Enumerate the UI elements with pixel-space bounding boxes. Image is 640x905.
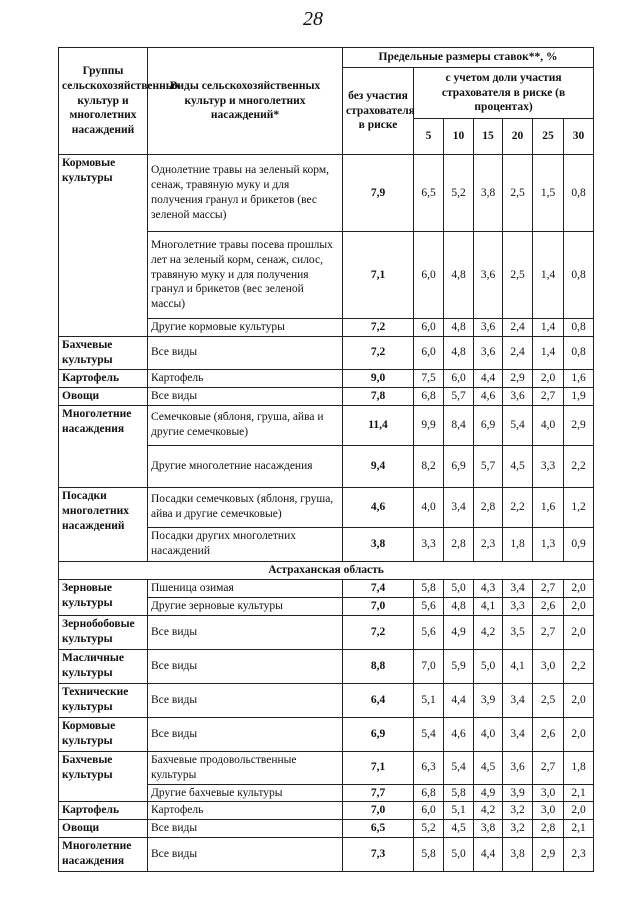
base-rate-cell: 7,2 <box>343 319 414 337</box>
rate-cell: 5,7 <box>474 445 503 487</box>
rate-cell: 3,6 <box>474 232 503 319</box>
rate-cell: 4,0 <box>474 717 503 751</box>
crop-type-cell: Бахчевые продовольственные культуры <box>148 751 343 784</box>
rate-cell: 2,6 <box>533 597 564 615</box>
rate-cell: 3,5 <box>503 615 533 649</box>
rate-cell: 1,3 <box>533 527 564 561</box>
base-rate-cell: 8,8 <box>343 649 414 683</box>
rate-cell: 3,6 <box>503 387 533 405</box>
rate-cell: 2,9 <box>533 838 564 872</box>
rate-cell: 2,7 <box>533 615 564 649</box>
group-cell: Зерновые культуры <box>59 579 148 615</box>
table-row <box>59 751 594 784</box>
rate-cell: 6,0 <box>414 336 444 369</box>
group-cell: Кормовые культуры <box>59 717 148 751</box>
rate-cell: 4,5 <box>444 820 474 838</box>
rate-cell: 4,0 <box>414 487 444 527</box>
crop-type-cell: Все виды <box>148 336 343 369</box>
rate-cell: 3,9 <box>503 784 533 802</box>
rate-cell: 4,5 <box>503 445 533 487</box>
crop-type-cell: Все виды <box>148 387 343 405</box>
rate-cell: 0,8 <box>564 336 594 369</box>
header-types: Виды сельскохозяйственных культур и многолетних насаждений* <box>148 48 343 155</box>
rate-cell: 5,9 <box>444 649 474 683</box>
rate-cell: 2,0 <box>564 683 594 717</box>
rate-cell: 6,0 <box>444 369 474 387</box>
rate-cell: 0,8 <box>564 155 594 232</box>
rate-cell: 5,2 <box>414 820 444 838</box>
rate-cell: 4,2 <box>474 802 503 820</box>
base-rate-cell: 3,8 <box>343 527 414 561</box>
rate-cell: 6,0 <box>414 319 444 337</box>
rate-cell: 7,0 <box>414 649 444 683</box>
rate-cell: 1,9 <box>564 387 594 405</box>
crop-type-cell: Посадки семечковых (яблоня, груша, айва и другие семечковые) <box>148 487 343 527</box>
base-rate-cell: 6,4 <box>343 683 414 717</box>
rate-cell: 5,1 <box>414 683 444 717</box>
rate-cell: 4,6 <box>444 717 474 751</box>
crop-type-cell: Другие бахчевые культуры <box>148 784 343 802</box>
rate-cell: 5,6 <box>414 597 444 615</box>
rate-cell: 4,3 <box>474 579 503 597</box>
rate-cell: 4,8 <box>444 597 474 615</box>
group-cell: Бахчевые культуры <box>59 336 148 369</box>
rate-cell: 3,0 <box>533 649 564 683</box>
rate-cell: 6,0 <box>414 232 444 319</box>
rate-cell: 3,4 <box>444 487 474 527</box>
rate-cell: 2,0 <box>564 802 594 820</box>
rate-cell: 2,0 <box>564 615 594 649</box>
crop-type-cell: Все виды <box>148 820 343 838</box>
group-cell: Многолетние насаждения <box>59 405 148 487</box>
rate-cell: 2,8 <box>533 820 564 838</box>
group-cell: Овощи <box>59 387 148 405</box>
table-row <box>59 717 594 751</box>
rate-cell: 0,8 <box>564 232 594 319</box>
rate-cell: 2,4 <box>503 336 533 369</box>
rate-cell: 4,1 <box>503 649 533 683</box>
rate-cell: 1,4 <box>533 319 564 337</box>
base-rate-cell: 7,3 <box>343 838 414 872</box>
table-row <box>59 615 594 649</box>
crop-type-cell: Пшеница озимая <box>148 579 343 597</box>
rate-cell: 5,8 <box>414 579 444 597</box>
rate-cell: 4,1 <box>474 597 503 615</box>
base-rate-cell: 6,5 <box>343 820 414 838</box>
group-cell: Картофель <box>59 369 148 387</box>
base-rate-cell: 7,8 <box>343 387 414 405</box>
base-rate-cell: 7,4 <box>343 579 414 597</box>
rate-cell: 4,2 <box>474 615 503 649</box>
table-row <box>59 487 594 527</box>
rate-cell: 2,3 <box>564 838 594 872</box>
crop-type-cell: Другие многолетние насаждения <box>148 445 343 487</box>
base-rate-cell: 11,4 <box>343 405 414 445</box>
rate-cell: 5,4 <box>414 717 444 751</box>
crop-type-cell: Семечковые (яблоня, груша, айва и другие семечковые) <box>148 405 343 445</box>
rate-cell: 3,4 <box>503 683 533 717</box>
rate-cell: 2,0 <box>564 579 594 597</box>
crop-type-cell: Все виды <box>148 717 343 751</box>
rate-cell: 6,5 <box>414 155 444 232</box>
section-title: Астраханская область <box>59 561 594 579</box>
crop-type-cell: Все виды <box>148 683 343 717</box>
rate-cell: 3,3 <box>503 597 533 615</box>
rate-cell: 2,0 <box>564 597 594 615</box>
header-no-share: без участия страхователя в риске <box>343 68 414 155</box>
base-rate-cell: 7,9 <box>343 155 414 232</box>
rate-cell: 2,1 <box>564 820 594 838</box>
base-rate-cell: 7,2 <box>343 615 414 649</box>
table-row <box>59 649 594 683</box>
rate-cell: 6,9 <box>474 405 503 445</box>
crop-type-cell: Все виды <box>148 615 343 649</box>
rate-cell: 1,2 <box>564 487 594 527</box>
rate-cell: 2,8 <box>474 487 503 527</box>
rate-cell: 6,8 <box>414 784 444 802</box>
rate-cell: 3,2 <box>503 820 533 838</box>
base-rate-cell: 7,1 <box>343 751 414 784</box>
rate-cell: 0,8 <box>564 319 594 337</box>
rates-table <box>58 47 594 872</box>
rate-cell: 8,2 <box>414 445 444 487</box>
crop-type-cell: Все виды <box>148 838 343 872</box>
table-row <box>59 838 594 872</box>
page-number: 28 <box>303 8 323 30</box>
table-row <box>59 369 594 387</box>
rate-cell: 6,0 <box>414 802 444 820</box>
base-rate-cell: 7,0 <box>343 802 414 820</box>
base-rate-cell: 7,0 <box>343 597 414 615</box>
rate-cell: 5,2 <box>444 155 474 232</box>
rate-cell: 2,9 <box>503 369 533 387</box>
rate-cell: 6,8 <box>414 387 444 405</box>
table-row <box>59 802 594 820</box>
header-pct-5: 5 <box>414 119 444 155</box>
rate-cell: 6,3 <box>414 751 444 784</box>
rate-cell: 3,6 <box>474 336 503 369</box>
rate-cell: 3,8 <box>503 838 533 872</box>
header-pct-15: 15 <box>474 119 503 155</box>
rate-cell: 3,4 <box>503 579 533 597</box>
header-pct-20: 20 <box>503 119 533 155</box>
base-rate-cell: 6,9 <box>343 717 414 751</box>
rate-cell: 1,8 <box>564 751 594 784</box>
group-cell: Кормовые культуры <box>59 155 148 337</box>
header-with-share: с учетом доли участия страхователя в риске (в процентах) <box>414 68 594 119</box>
rate-cell: 1,8 <box>503 527 533 561</box>
rate-cell: 3,3 <box>533 445 564 487</box>
rate-cell: 3,6 <box>474 319 503 337</box>
rate-cell: 2,7 <box>533 751 564 784</box>
rate-cell: 1,6 <box>564 369 594 387</box>
crop-type-cell: Все виды <box>148 649 343 683</box>
rate-cell: 3,0 <box>533 784 564 802</box>
rate-cell: 5,8 <box>444 784 474 802</box>
table-row <box>59 405 594 445</box>
base-rate-cell: 7,7 <box>343 784 414 802</box>
rate-cell: 3,3 <box>414 527 444 561</box>
rate-cell: 9,9 <box>414 405 444 445</box>
rate-cell: 2,2 <box>564 445 594 487</box>
rate-cell: 4,4 <box>444 683 474 717</box>
crop-type-cell: Посадки других многолетних насаждений <box>148 527 343 561</box>
rate-cell: 4,4 <box>474 369 503 387</box>
table-row <box>59 387 594 405</box>
section-row <box>59 561 594 579</box>
rate-cell: 4,5 <box>474 751 503 784</box>
base-rate-cell: 9,0 <box>343 369 414 387</box>
rate-cell: 5,0 <box>444 579 474 597</box>
rate-cell: 2,0 <box>564 717 594 751</box>
rate-cell: 3,8 <box>474 820 503 838</box>
group-cell: Технические культуры <box>59 683 148 717</box>
rate-cell: 2,2 <box>503 487 533 527</box>
rate-cell: 5,8 <box>414 838 444 872</box>
rate-cell: 4,9 <box>444 615 474 649</box>
rate-cell: 2,0 <box>533 369 564 387</box>
base-rate-cell: 9,4 <box>343 445 414 487</box>
rate-cell: 2,6 <box>533 717 564 751</box>
crop-type-cell: Картофель <box>148 369 343 387</box>
rate-cell: 2,2 <box>564 649 594 683</box>
rate-cell: 1,6 <box>533 487 564 527</box>
rate-cell: 4,9 <box>474 784 503 802</box>
rate-cell: 3,4 <box>503 717 533 751</box>
group-cell: Овощи <box>59 820 148 838</box>
rate-cell: 2,5 <box>533 683 564 717</box>
rate-cell: 2,7 <box>533 579 564 597</box>
rate-cell: 5,7 <box>444 387 474 405</box>
rate-cell: 3,9 <box>474 683 503 717</box>
rate-cell: 4,8 <box>444 319 474 337</box>
table-row <box>59 155 594 232</box>
header-limits: Предельные размеры ставок**, % <box>343 48 594 68</box>
rate-cell: 2,7 <box>533 387 564 405</box>
header-groups: Группы сельскохозяйственных культур и многолетних насаждений <box>59 48 148 155</box>
group-cell: Картофель <box>59 802 148 820</box>
rate-cell: 0,9 <box>564 527 594 561</box>
rate-cell: 5,4 <box>444 751 474 784</box>
rate-cell: 2,9 <box>564 405 594 445</box>
rate-cell: 3,8 <box>474 155 503 232</box>
base-rate-cell: 7,2 <box>343 336 414 369</box>
rate-cell: 5,0 <box>474 649 503 683</box>
crop-type-cell: Однолетние травы на зеленый корм, сенаж, травяную муку и для получения гранул и брикетов (вес зеленой массы) <box>148 155 343 232</box>
crop-type-cell: Другие кормовые культуры <box>148 319 343 337</box>
rate-cell: 2,5 <box>503 232 533 319</box>
rate-cell: 2,4 <box>503 319 533 337</box>
header-pct-25: 25 <box>533 119 564 155</box>
group-cell: Зернобобовые культуры <box>59 615 148 649</box>
group-cell: Бахчевые культуры <box>59 751 148 802</box>
base-rate-cell: 4,6 <box>343 487 414 527</box>
group-cell: Масличные культуры <box>59 649 148 683</box>
rate-cell: 1,4 <box>533 336 564 369</box>
rate-cell: 5,1 <box>444 802 474 820</box>
rate-cell: 2,3 <box>474 527 503 561</box>
rate-cell: 4,0 <box>533 405 564 445</box>
rate-cell: 1,5 <box>533 155 564 232</box>
rate-cell: 5,4 <box>503 405 533 445</box>
table-row <box>59 683 594 717</box>
crop-type-cell: Многолетние травы посева прошлых лет на зеленый корм, сенаж, силос, травяную муку и для получения гранул и брикетов (вес зеленой массы) <box>148 232 343 319</box>
group-cell: Многолетние насаждения <box>59 838 148 872</box>
crop-type-cell: Картофель <box>148 802 343 820</box>
rate-cell: 5,0 <box>444 838 474 872</box>
rate-cell: 3,2 <box>503 802 533 820</box>
rate-cell: 7,5 <box>414 369 444 387</box>
rate-cell: 1,4 <box>533 232 564 319</box>
crop-type-cell: Другие зерновые культуры <box>148 597 343 615</box>
rate-cell: 3,0 <box>533 802 564 820</box>
rate-cell: 6,9 <box>444 445 474 487</box>
rate-cell: 4,8 <box>444 336 474 369</box>
rate-cell: 2,8 <box>444 527 474 561</box>
table-row <box>59 336 594 369</box>
header-pct-10: 10 <box>444 119 474 155</box>
rate-cell: 4,8 <box>444 232 474 319</box>
header-pct-30: 30 <box>564 119 594 155</box>
table-row <box>59 820 594 838</box>
table-body <box>59 48 594 872</box>
group-cell: Посадки многолетних насаждений <box>59 487 148 561</box>
rate-cell: 5,6 <box>414 615 444 649</box>
rate-cell: 3,6 <box>503 751 533 784</box>
rate-cell: 2,1 <box>564 784 594 802</box>
rate-cell: 8,4 <box>444 405 474 445</box>
table-row <box>59 579 594 597</box>
rate-cell: 4,4 <box>474 838 503 872</box>
rate-cell: 4,6 <box>474 387 503 405</box>
base-rate-cell: 7,1 <box>343 232 414 319</box>
rate-cell: 2,5 <box>503 155 533 232</box>
